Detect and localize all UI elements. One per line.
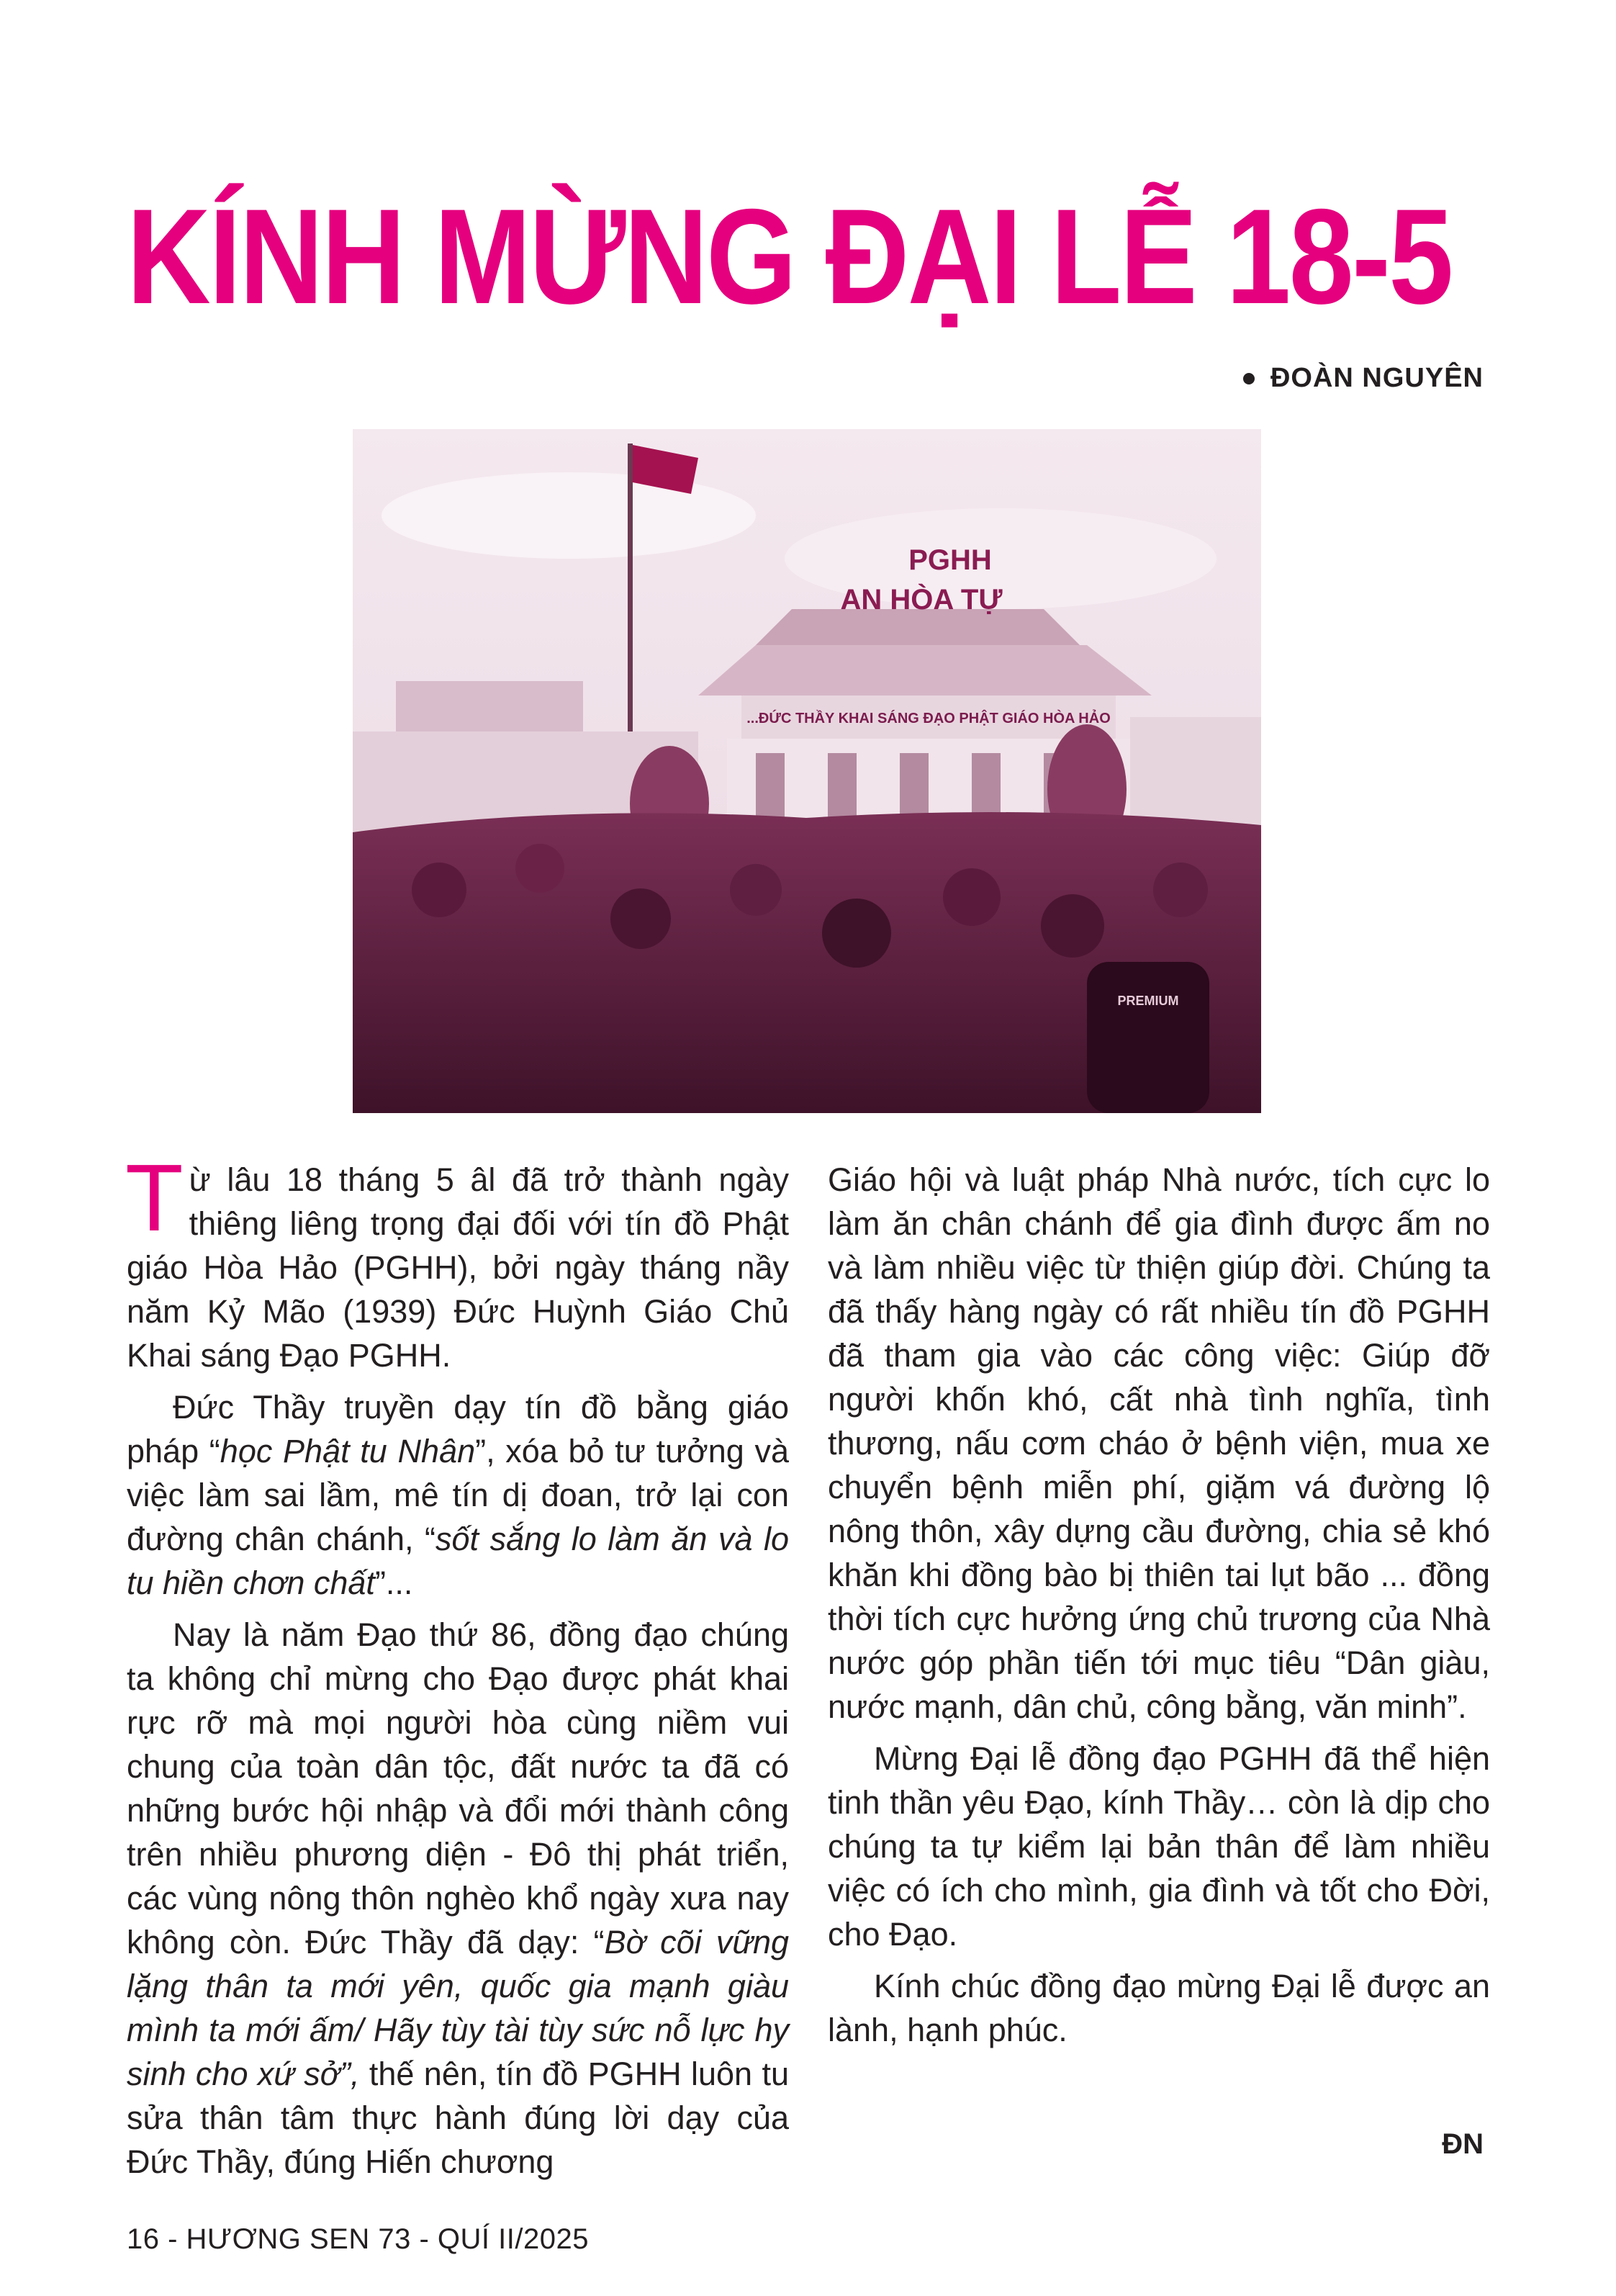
page-footer: 16 - HƯƠNG SEN 73 - QUÍ II/2025 (127, 2223, 589, 2255)
temple-sign-name: AN HÒA TỰ (840, 584, 1003, 616)
text-column-left (125, 1145, 790, 2192)
temple-crowd-image (353, 429, 1261, 1113)
paragraph-4: Giáo hội và luật pháp Nhà nước, tích cực lo làm ăn chân chánh để gia đình được ấm no và làm nhiều việc từ thiện giúp đời. Chúng ta đã thấy hàng ngày có rất nhiều tín đồ PGHH đã tham gia vào các công việc: Giúp đỡ người khốn khó, cất nhà tình nghĩa, tình thương, nấu cơm cháo ở bệnh viện, mua xe chuyển bệnh miễn phí, giặm vá đường lộ nông thôn, xây dựng cầu đường, chia sẻ khó khăn khi đồng bào bị thiên tai lụt bão ... đồng thời tích cực hưởng ứng chủ trương của Nhà nước góp phần tiến tới mục tiêu “Dân giàu, nước mạnh, dân chủ, công bằng, văn minh”. (828, 1161, 1490, 1725)
paragraph-6: Kính chúc đồng đạo mừng Đại lễ được an lành, hạnh phúc. (828, 1968, 1490, 2048)
paragraph-1: Từ lâu 18 tháng 5 âl đã trở thành ngày thiêng liêng trọng đại đối với tín đồ Phật giáo Hòa Hảo (PGHH), bởi ngày tháng nầy năm Kỷ Mão (1939) Đức Huỳnh Giáo Chủ Khai sáng Đạo PGHH. (125, 1145, 789, 1374)
author-byline (1243, 363, 1484, 394)
text-column-right (828, 1158, 1490, 2060)
temple-roof (698, 645, 1152, 695)
cloud-shape (382, 472, 756, 559)
person-dark-jacket (1087, 962, 1209, 1113)
paragraph-3: Nay là năm Đạo thứ 86, đồng đạo chúng ta không chỉ mừng cho Đạo được phát khai rực rỡ mà mọi người hòa cùng niềm vui chung của toàn dân tộc, đất nước ta đã có những bước hội nhập và đổi mới thành công trên nhiều phương diện - Đô thị phát triển, các vùng nông thôn nghèo khổ ngày xưa nay không còn. Đức Thầy đã dạy: “Bờ cõi vững lặng thân ta mới yên, quốc gia mạnh giàu mình ta mới ấm/ Hãy tùy tài tùy sức nỗ lực hy sinh cho xứ sở”, thế nên, tín đồ PGHH luôn tu sửa thân tâm thực hành đúng lời dạy của Đức Thầy, đúng Hiến chương (127, 1616, 790, 2180)
author-signature: ĐN (1442, 2128, 1484, 2160)
author-name: ĐOÀN NGUYÊN (1270, 363, 1484, 393)
article-photo (353, 429, 1261, 1113)
article-title: KÍNH MỪNG ĐẠI LỄ 18-5 (127, 181, 1452, 332)
drop-cap: T (125, 1145, 184, 1251)
shirt-text: PREMIUM (1117, 994, 1179, 1008)
temple-sign-top: PGHH (908, 544, 992, 576)
paragraph-2: Đức Thầy truyền dạy tín đồ bằng giáo pháp “học Phật tu Nhân”, xóa bỏ tư tưởng và việc làm sai lầm, mê tín dị đoan, trở lại con đường chân chánh, “sốt sắng lo làm ăn và lo tu hiền chơn chất”... (127, 1389, 789, 1601)
temple-banner-text: ...ĐỨC THẦY KHAI SÁNG ĐẠO PHẬT GIÁO HÒA HẢO (746, 711, 1111, 726)
bullet-icon (1243, 373, 1255, 384)
paragraph-5: Mừng Đại lễ đồng đạo PGHH đã thể hiện tinh thần yêu Đạo, kính Thầy… còn là dịp cho chúng ta tự kiểm lại bản thân để làm nhiều việc có ích cho mình, gia đình và tốt cho Đời, cho Đạo. (828, 1740, 1490, 1953)
